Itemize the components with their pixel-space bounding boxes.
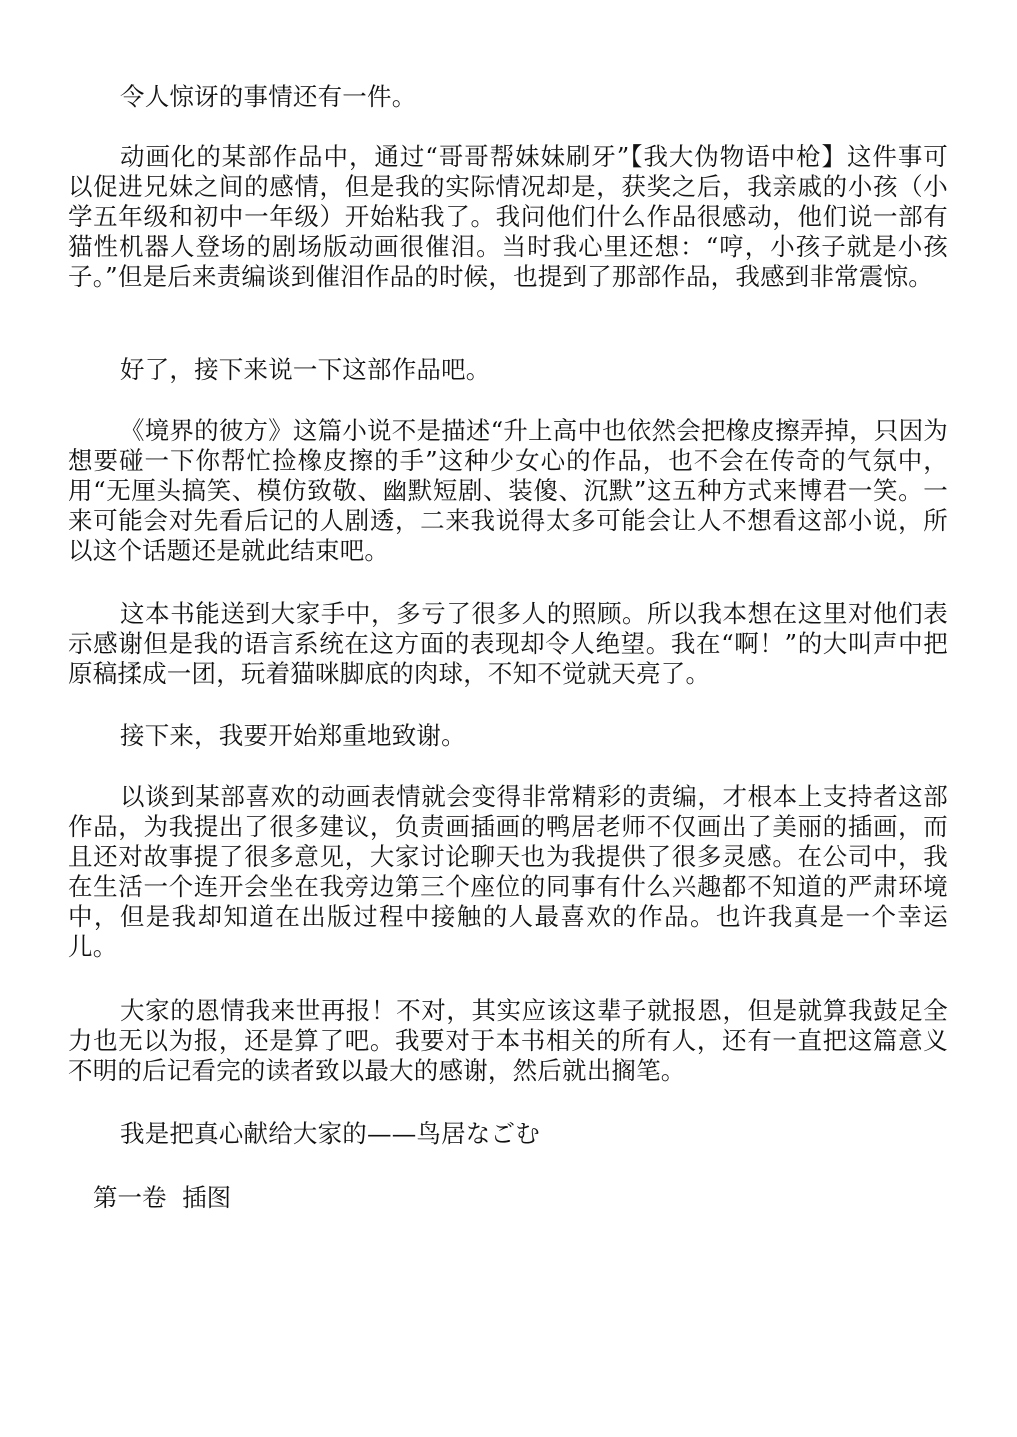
author-signature: 我是把真心献给大家的——鸟居なごむ xyxy=(120,1119,540,1148)
paragraph-work-description: 《境界的彼方》这篇小说不是描述“升上高中也依然会把橡皮擦弄掉，只因为想要碰一下你帮忙捡橡皮擦的手”这种少女心的作品，也不会在传奇的气氛中，用“无厘头搞笑、模仿致敬、幽默短剧、装傻、沉默”这五种方式来博君一笑。一来可能会对先看后记的人剧透，二来我说得太多可能会让人不想看这部小说，所以这个话题还是就此结束吧。 xyxy=(68,416,948,565)
paragraph-anime-siblings: 动画化的某部作品中，通过“哥哥帮妹妹刷牙”【我大伪物语中枪】这件事可以促进兄妹之间的感情，但是我的实际情况却是，获奖之后，我亲戚的小孩（小学五年级和初中一年级）开始粘我了。我问他们什么作品很感动，他们说一部有猫性机器人登场的剧场版动画很催泪。当时我心里还想：“哼，小孩子就是小孩子。”但是后来责编谈到催泪作品的时候，也提到了那部作品，我感到非常震惊。 xyxy=(68,142,948,291)
paragraph-formal-thanks: 接下来，我要开始郑重地致谢。 xyxy=(120,721,466,750)
paragraph-surprise-intro: 令人惊讶的事情还有一件。 xyxy=(120,82,417,111)
paragraph-work-intro: 好了，接下来说一下这部作品吧。 xyxy=(120,355,491,384)
paragraph-gratitude: 大家的恩情我来世再报！不对，其实应该这辈子就报恩，但是就算我鼓足全力也无以为报，还是算了吧。我要对于本书相关的所有人，还有一直把这篇意义不明的后记看完的读者致以最大的感谢，然后就出搁笔。 xyxy=(68,996,948,1085)
paragraph-acknowledgements: 以谈到某部喜欢的动画表情就会变得非常精彩的责编，才根本上支持者这部作品，为我提出了很多建议，负责画插画的鸭居老师不仅画出了美丽的插画，而且还对故事提了很多意见，大家讨论聊天也为我提供了很多灵感。在公司中，我在生活一个连开会坐在我旁边第三个座位的同事有什么兴趣都不知道的严肃环境中，但是我却知道在出版过程中接触的人最喜欢的作品。也许我真是一个幸运儿。 xyxy=(68,782,948,961)
section-title-volume-illustrations: 第一卷 插图 xyxy=(93,1183,232,1212)
paragraph-thanks-intro: 这本书能送到大家手中，多亏了很多人的照顾。所以我本想在这里对他们表示感谢但是我的语言系统在这方面的表现却令人绝望。我在“啊！”的大叫声中把原稿揉成一团，玩着猫咪脚底的肉球，不知不觉就天亮了。 xyxy=(68,599,948,688)
